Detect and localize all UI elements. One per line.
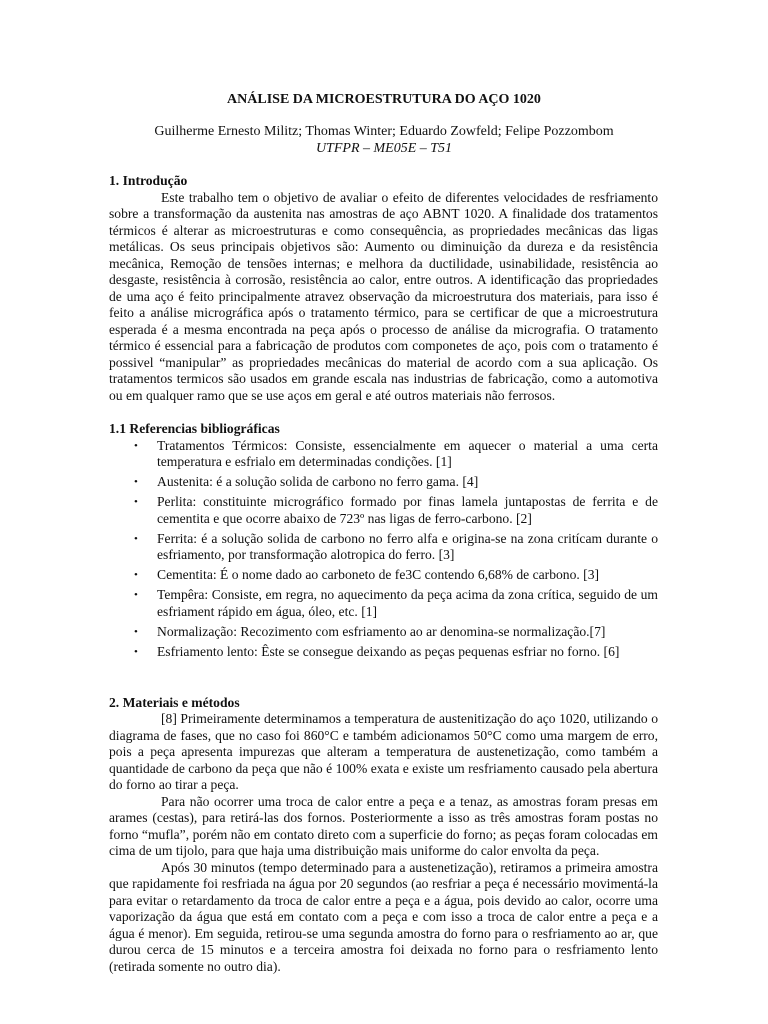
bullet-icon: • bbox=[134, 496, 138, 508]
bullet-icon: • bbox=[134, 569, 138, 581]
bullet-icon: • bbox=[134, 532, 138, 545]
bullet-icon: • bbox=[134, 625, 138, 638]
list-item bbox=[134, 437, 658, 471]
bullet-icon: • bbox=[134, 589, 138, 601]
spacer bbox=[109, 664, 658, 695]
section-introduction bbox=[109, 173, 658, 404]
affiliation: UTFPR – ME05E – T51 bbox=[315, 141, 453, 156]
list-item-text: Tempêra: Consiste, em regra, no aquecimento da peça acima da zona crítica, seguido de um esfriament rápido em água, óleo, etc. [1] bbox=[157, 587, 658, 619]
list-item-text: Tratamentos Térmicos: Consiste, essencialmente em aquecer o material a uma certa temperatura e esfrialo em determinadas condições. [1] bbox=[157, 437, 658, 469]
list-item bbox=[134, 567, 658, 584]
methods-paragraph: Para não ocorrer uma troca de calor entre a peça e a tenaz, as amostras foram presas em arames (cestas), para retirá-las dos fornos. Posteriormente a isso as três amostras foram postas no forno “mufla”, porém não em contato direto com a superficie do forno; as peças foram colocadas em cima de um tijolo, para que haja uma distribuição mais uniforme do calor envolta da peça. bbox=[109, 793, 658, 858]
section-heading-methods: 2. Materiais e métodos bbox=[109, 694, 240, 710]
list-item bbox=[134, 494, 658, 527]
methods-paragraph: Após 30 minutos (tempo determinado para a austenetização), retiramos a primeira amostra que rapidamente foi resfriada na água por 20 segundos (ao resfriar a peça é necessário movimentá-la para evitar o retardamento da troca de calor entre a peça e a água, pois devido ao calor, ocorre uma vaporização da água que está em contato com a peça e com isso a troca de calor entre a peça e a água é menor). Em seguida, retirou-se uma segunda amostra do forno para o resfriamento ao ar, que durou cerca de 15 minutos e a terceira amostra foi deixada no forno para o resfriamento lento (retirada somente no outro dia). bbox=[109, 859, 658, 974]
list-item bbox=[134, 643, 658, 661]
paper-title: ANÁLISE DA MICROESTRUTURA DO AÇO 1020 bbox=[227, 92, 541, 107]
section-references bbox=[109, 421, 658, 660]
list-item bbox=[134, 530, 658, 564]
list-item-text: Perlita: constituinte micrográfico formado por finas lamela juntapostas de ferrita e de cementita e que ocorre abaixo de 723º nas ligas de ferro-carbono. [2] bbox=[157, 494, 658, 526]
list-item bbox=[134, 623, 658, 641]
section-methods bbox=[109, 695, 658, 976]
methods-paragraph: [8] Primeiramente determinamos a temperatura de austenitização do aço 1020, utilizando o diagrama de fases, que no caso foi 860°C e também adicionamos 50°C como uma margem de erro, pois a peça apresenta impurezas que alteram a temperatura de austenetização, como também a quantidade de carbono da peça que não é 100% exata e existe um resfriamento causado pela abertura do forno ao tirar a peça. bbox=[109, 711, 658, 792]
spacer bbox=[109, 404, 658, 421]
bullet-icon: • bbox=[134, 439, 138, 452]
section-heading-references: 1.1 Referencias bibliográficas bbox=[109, 421, 280, 436]
list-item-text: Ferrita: é a solução solida de carbono no ferro alfa e origina-se na zona critícam durante o esfriamento, por transformação alotropica do ferro. [3] bbox=[157, 530, 658, 562]
list-item-text: Cementita: É o nome dado ao carboneto de fe3C contendo 6,68% de carbono. [3] bbox=[157, 567, 600, 582]
bullet-icon: • bbox=[134, 476, 138, 488]
reference-list bbox=[109, 438, 658, 661]
list-item-text: Normalização: Recozimento com esfriamento ao ar denomina-se normalização.[7] bbox=[157, 623, 606, 639]
introduction-paragraph: Este trabalho tem o objetivo de avaliar o efeito de diferentes velocidades de resfriamento sobre a transformação da austenita nas amostras de aço ABNT 1020. A finalidade dos tratamentos térmicos é alterar as microestruturas e como consequência, as propriedades mecânicas das ligas metálicas. Os seus principais objetivos são: Aumento ou diminuição da dureza e da resistência mecânica, Remoção de tensões internas; e melhora da ductilidade, usinabilidade, resistência ao desgaste, resistência à corrosão, resistência ao calor, entre outros. A identificação das propriedades de uma aço é feito principalmente atravez observação da microestrutura dos materiais, para isso é feito a análise micrográfica após o tratamento térmico, para se certificar de que a microestrutura esperada é a mesma encontrada na peça após o processo de análise da micrografia. O tratamento térmico é essencial para a fabricação de produtos com componetes de aço, pois com o tratamento é possivel “manipular” as propriedades mecânicas do material de acordo com a sua aplicação. Os tratamentos termicos são usados em grande escala nas industrias de fabricação, como a automotiva ou em qualquer ramo que se use aços em geral e até outros materiais não ferrosos. bbox=[109, 189, 658, 403]
list-item-text: Esfriamento lento: Êste se consegue deixando as peças pequenas esfriar no forno. [6] bbox=[157, 643, 620, 659]
section-heading-introduction: 1. Introdução bbox=[109, 173, 188, 188]
list-item bbox=[134, 474, 658, 491]
paper-body bbox=[109, 173, 658, 975]
list-item bbox=[134, 587, 658, 620]
bullet-icon: • bbox=[134, 645, 138, 658]
author-list: Guilherme Ernesto Militz; Thomas Winter; Eduardo Zowfeld; Felipe Pozzombom bbox=[154, 124, 614, 139]
list-item-text: Austenita: é a solução solida de carbono no ferro gama. [4] bbox=[157, 474, 479, 489]
